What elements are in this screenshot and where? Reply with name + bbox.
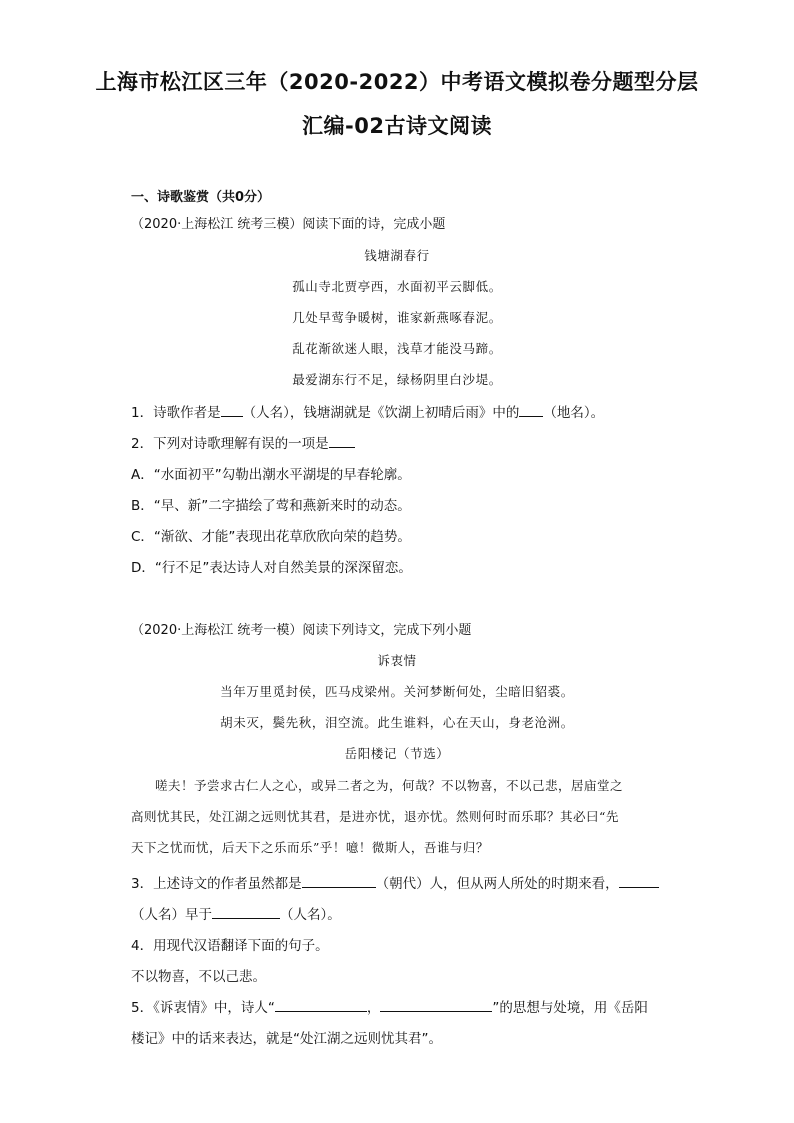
poem-line: 当年万里觅封侯，匹马戍梁州。关河梦断何处，尘暗旧貂裘。	[220, 684, 574, 699]
poem-title: 诉衷情	[377, 653, 417, 668]
question-source: （2020·上海松江 统考一模）阅读下列诗文，完成下列小题	[131, 623, 472, 638]
prose-title: 岳阳楼记（节选）	[344, 746, 450, 761]
poem-line: 胡未灭，鬓先秋，泪空流。此生谁料，心在天山，身老沧洲。	[220, 715, 574, 730]
question-text: ”的思想与处境，用《岳阳	[492, 1000, 648, 1016]
poem-line: 孤山寺北贾亭西，水面初平云脚低。	[292, 279, 502, 294]
prose-line: 天下之忧而忧，后天下之乐而乐”乎！噫！微斯人，吾谁与归？	[131, 840, 489, 855]
answer-blank[interactable]	[380, 997, 492, 1012]
question-3	[131, 872, 659, 892]
prose-line: 嗟夫！予尝求古仁人之心，或异二者之为，何哉？不以物喜，不以己悲，居庙堂之	[155, 778, 624, 793]
question-2	[131, 432, 355, 452]
question-text: （朝代）人，但从两人所处的时期来看，	[375, 876, 619, 892]
question-1	[131, 401, 604, 421]
poem-line: 最爱湖东行不足，绿杨阴里白沙堤。	[292, 372, 502, 387]
answer-blank[interactable]	[212, 904, 280, 919]
question-text: （人名）早于	[131, 907, 212, 923]
answer-blank[interactable]	[519, 402, 543, 417]
question-text: 2．下列对诗歌理解有误的一项是	[131, 436, 329, 452]
poem-title: 钱塘湖春行	[364, 248, 430, 263]
answer-blank[interactable]	[275, 997, 367, 1012]
poem-line: 乱花渐欲迷人眼，浅草才能没马蹄。	[292, 341, 502, 356]
question-text: （人名），钱塘湖就是《饮湖上初晴后雨》中的	[242, 405, 520, 421]
option-d: D．“行不足”表达诗人对自然美景的深深留恋。	[131, 560, 412, 576]
question-text: 5．《诉衷情》中，诗人“	[131, 1000, 275, 1016]
question-source: （2020·上海松江 统考三模）阅读下面的诗，完成小题	[131, 217, 446, 232]
document-title-line2: 汇编-02古诗文阅读	[302, 114, 492, 138]
question-text: （人名）。	[280, 907, 341, 923]
prose-line: 高则忧其民，处江湖之远则忧其君，是进亦忧，退亦忧。然则何时而乐耶？其必曰“先	[131, 809, 619, 824]
answer-blank[interactable]	[221, 402, 243, 417]
question-text: 3．上述诗文的作者虽然都是	[131, 876, 302, 892]
answer-blank[interactable]	[302, 873, 376, 888]
option-c: C．“渐欲、才能”表现出花草欣欣向荣的趋势。	[131, 529, 411, 545]
translation-sentence: 不以物喜，不以己悲。	[131, 969, 266, 985]
option-a: A．“水面初平”勾勒出潮水平湖堤的早春轮廓。	[131, 467, 411, 483]
section-heading: 一、诗歌鉴赏（共0分）	[131, 190, 271, 205]
question-3-cont	[131, 903, 341, 923]
question-4: 4．用现代汉语翻译下面的句子。	[131, 938, 329, 954]
question-text: 1．诗歌作者是	[131, 405, 221, 421]
question-5-cont: 楼记》中的话来表达，就是“处江湖之远则忧其君”。	[131, 1031, 442, 1047]
document-title-line1: 上海市松江区三年（2020-2022）中考语文模拟卷分题型分层	[95, 70, 699, 94]
option-b: B．“早、新”二字描绘了莺和燕新来时的动态。	[131, 498, 411, 514]
poem-line: 几处早莺争暖树，谁家新燕啄春泥。	[292, 310, 502, 325]
question-text: （地名）。	[543, 405, 605, 421]
answer-blank[interactable]	[619, 873, 659, 888]
question-5	[131, 996, 648, 1016]
answer-blank[interactable]	[329, 433, 355, 448]
question-text: ，	[366, 1000, 381, 1016]
